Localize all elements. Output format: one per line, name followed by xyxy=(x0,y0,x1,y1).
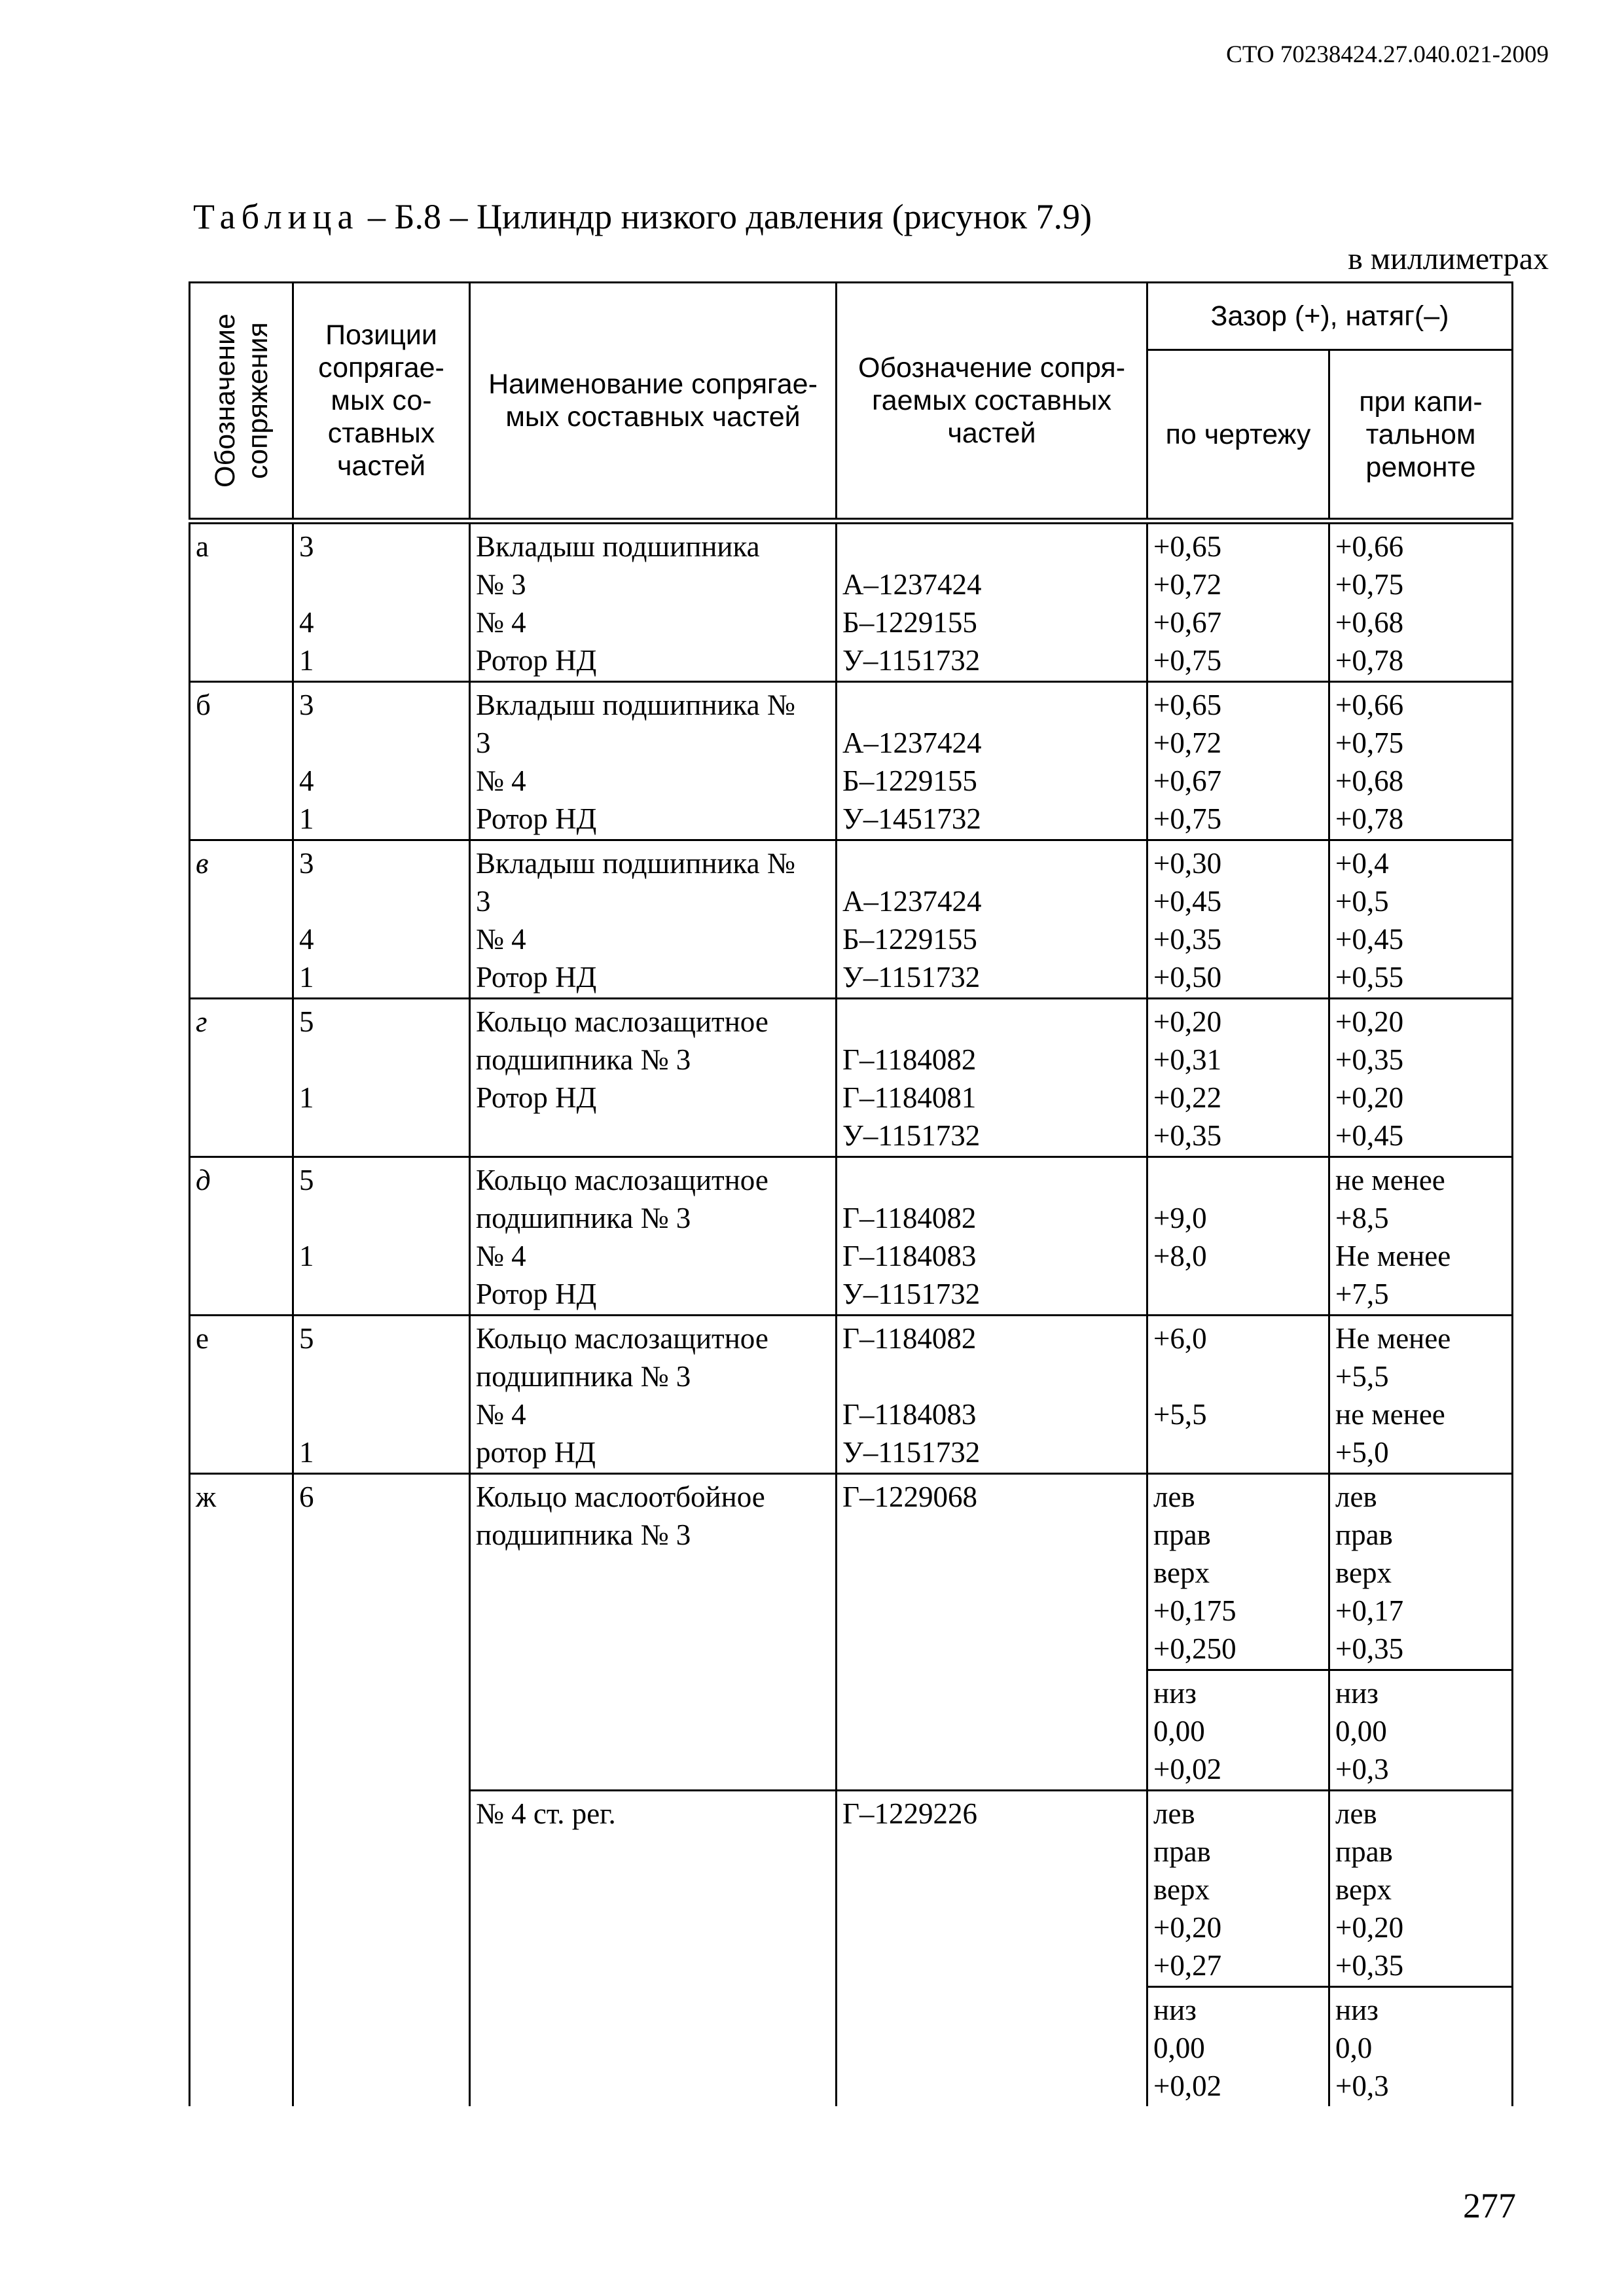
cell-at-overhaul-line: низ xyxy=(1335,1677,1379,1710)
cell-at-overhaul xyxy=(1329,999,1513,1157)
cell-at-overhaul-line: +0,20 xyxy=(1335,1005,1404,1038)
cell-designation-text: е xyxy=(196,1322,209,1355)
cell-at-overhaul-line: +0,5 xyxy=(1335,885,1389,918)
cell-positions-line: 1 xyxy=(299,802,314,835)
cell-by-drawing xyxy=(1147,682,1329,840)
cell-by-drawing-line: +0,45 xyxy=(1153,885,1222,918)
cell-positions xyxy=(293,840,470,999)
cell-at-overhaul-line: верх xyxy=(1335,1556,1392,1589)
cell-codes-line: Г–1184082 xyxy=(842,1043,977,1076)
cell-by-drawing xyxy=(1147,1474,1329,1670)
cell-by-drawing-line: +0,31 xyxy=(1153,1043,1222,1076)
cell-names xyxy=(470,521,837,682)
cell-positions-line xyxy=(299,1275,469,1313)
cell-by-drawing-line: +0,67 xyxy=(1153,606,1222,639)
cell-positions-line: 5 xyxy=(299,1164,314,1196)
cell-positions-line: 4 xyxy=(299,606,314,639)
cell-names-line: № 4 xyxy=(476,606,526,639)
cell-names-line: Кольцо маслозащитное xyxy=(476,1005,768,1038)
cell-names-line: подшипника № 3 xyxy=(476,1202,691,1234)
header-positions: Позиции сопрягае-мых со-ставных частей xyxy=(293,283,470,522)
cell-codes-text: Г–1229226 xyxy=(842,1797,978,1830)
cell-by-drawing xyxy=(1147,1791,1329,1987)
cell-at-overhaul-line: Не менее xyxy=(1335,1322,1451,1355)
table-row xyxy=(190,521,1513,682)
cell-at-overhaul-line: +0,78 xyxy=(1335,802,1404,835)
cell-by-drawing-line xyxy=(1153,1357,1328,1395)
cell-at-overhaul-line: +0,35 xyxy=(1335,1043,1404,1076)
cell-at-overhaul xyxy=(1329,1670,1513,1791)
cell-designation xyxy=(190,1474,293,2107)
cell-by-drawing xyxy=(1147,1670,1329,1791)
cell-names-line: Ротор НД xyxy=(476,1081,597,1114)
cell-by-drawing-line: 0,00 xyxy=(1153,2032,1205,2064)
cell-by-drawing-line: +0,65 xyxy=(1153,689,1222,721)
cell-by-drawing-line: +0,35 xyxy=(1153,1119,1222,1152)
cell-positions-line: 4 xyxy=(299,764,314,797)
cell-at-overhaul-line: прав xyxy=(1335,1518,1393,1551)
cell-at-overhaul-line: +0,66 xyxy=(1335,530,1404,563)
cell-names xyxy=(470,840,837,999)
cell-at-overhaul xyxy=(1329,521,1513,682)
cell-designation xyxy=(190,1316,293,1474)
cell-positions-line: 5 xyxy=(299,1322,314,1355)
cell-by-drawing-line: +0,20 xyxy=(1153,1005,1222,1038)
cell-codes-line: Г–1184082 xyxy=(842,1322,977,1355)
table-row xyxy=(190,682,1513,840)
cell-by-drawing-line: верх xyxy=(1153,1873,1210,1906)
cell-names-line: Ротор НД xyxy=(476,961,597,994)
cell-at-overhaul-line: +0,55 xyxy=(1335,961,1404,994)
cell-at-overhaul-line: верх xyxy=(1335,1873,1392,1906)
cell-codes-line xyxy=(842,1161,1146,1199)
cell-positions-line: 3 xyxy=(299,689,314,721)
cell-codes xyxy=(837,999,1147,1157)
cell-positions-line xyxy=(299,882,469,920)
cell-by-drawing-line: +8,0 xyxy=(1153,1240,1207,1272)
cell-names-line: 3 xyxy=(476,726,491,759)
cell-positions xyxy=(293,1474,470,2107)
cell-at-overhaul-line: не менее xyxy=(1335,1164,1445,1196)
cell-codes-line: Г–1184082 xyxy=(842,1202,977,1234)
cell-positions-line xyxy=(299,1395,469,1433)
cell-at-overhaul xyxy=(1329,682,1513,840)
cell-at-overhaul xyxy=(1329,1474,1513,1670)
cell-codes-line xyxy=(842,528,1146,565)
cell-codes-line: Б–1229155 xyxy=(842,764,977,797)
cell-codes xyxy=(837,1791,1147,2107)
cell-codes-line: У–1151732 xyxy=(842,1278,981,1310)
cell-names-line: Кольцо маслозащитное xyxy=(476,1322,768,1355)
clearance-table xyxy=(189,281,1513,2106)
cell-names xyxy=(470,1474,837,1791)
cell-at-overhaul-line: лев xyxy=(1335,1480,1377,1513)
cell-at-overhaul-line: Не менее xyxy=(1335,1240,1451,1272)
cell-designation xyxy=(190,521,293,682)
cell-positions-line xyxy=(299,565,469,603)
header-designation-text: Обозначение сопряжения xyxy=(209,314,274,488)
cell-by-drawing-line: +0,75 xyxy=(1153,802,1222,835)
cell-names-line: № 4 xyxy=(476,764,526,797)
cell-names xyxy=(470,1791,837,2107)
cell-codes xyxy=(837,1316,1147,1474)
cell-by-drawing-line: 0,00 xyxy=(1153,1715,1205,1748)
header-at-overhaul: при капи-тальном ремонте xyxy=(1329,350,1513,522)
cell-names-line: № 3 xyxy=(476,568,526,601)
cell-by-drawing-line: +0,02 xyxy=(1153,2070,1222,2102)
cell-designation-text: ж xyxy=(196,1480,217,1513)
cell-at-overhaul-line: не менее xyxy=(1335,1398,1445,1431)
cell-names-line: подшипника № 3 xyxy=(476,1360,691,1393)
cell-positions xyxy=(293,1157,470,1316)
cell-by-drawing-line: низ xyxy=(1153,1994,1197,2026)
cell-codes xyxy=(837,682,1147,840)
header-names: Наименование сопрягае-мых составных частей xyxy=(470,283,837,522)
cell-by-drawing-line: прав xyxy=(1153,1518,1211,1551)
cell-codes-line xyxy=(842,1357,1146,1395)
header-codes: Обозначение сопря-гаемых составных частей xyxy=(837,283,1147,522)
cell-at-overhaul-line: прав xyxy=(1335,1835,1393,1868)
cell-at-overhaul xyxy=(1329,1791,1513,1987)
cell-codes-line xyxy=(842,844,1146,882)
cell-positions xyxy=(293,999,470,1157)
cell-names-line: Ротор НД xyxy=(476,1278,597,1310)
cell-at-overhaul-line: +0,3 xyxy=(1335,2070,1389,2102)
cell-codes-line: Б–1229155 xyxy=(842,923,977,956)
cell-names-line: Вкладыш подшипника № xyxy=(476,847,795,880)
cell-names-line: Кольцо маслозащитное xyxy=(476,1164,768,1196)
cell-names-line: № 4 xyxy=(476,1240,526,1272)
cell-at-overhaul-line: +0,45 xyxy=(1335,1119,1404,1152)
cell-designation-text: б xyxy=(196,689,211,721)
cell-positions-line xyxy=(299,1199,469,1237)
cell-by-drawing-line: +0,02 xyxy=(1153,1753,1222,1785)
cell-positions-line: 4 xyxy=(299,923,314,956)
table-title xyxy=(193,196,1092,237)
cell-codes-line xyxy=(842,1003,1146,1041)
cell-at-overhaul-line: 0,0 xyxy=(1335,2032,1373,2064)
cell-codes-text: Г–1229068 xyxy=(842,1480,978,1513)
cell-by-drawing-line: низ xyxy=(1153,1677,1197,1710)
cell-by-drawing-line: прав xyxy=(1153,1835,1211,1868)
cell-codes-line: У–1451732 xyxy=(842,802,981,835)
cell-codes-line: Г–1184083 xyxy=(842,1398,977,1431)
units-note: в миллиметрах xyxy=(1348,242,1549,276)
cell-by-drawing-line xyxy=(1153,1275,1328,1313)
cell-by-drawing-line: +0,175 xyxy=(1153,1594,1236,1627)
cell-by-drawing xyxy=(1147,1316,1329,1474)
cell-by-drawing-line: +0,27 xyxy=(1153,1949,1222,1982)
cell-names-line xyxy=(476,1117,835,1155)
header-gap-group: Зазор (+), натяг(–) xyxy=(1147,283,1513,350)
cell-positions-line: 1 xyxy=(299,961,314,994)
cell-by-drawing-line xyxy=(1153,1433,1328,1471)
cell-at-overhaul-line: +0,3 xyxy=(1335,1753,1389,1785)
cell-positions-line xyxy=(299,724,469,762)
cell-positions-line: 3 xyxy=(299,530,314,563)
cell-positions-line xyxy=(299,1117,469,1155)
page-number: 277 xyxy=(1463,2186,1516,2225)
cell-at-overhaul-line: +0,20 xyxy=(1335,1911,1404,1944)
cell-at-overhaul-line: низ xyxy=(1335,1994,1379,2026)
cell-codes-line: А–1237424 xyxy=(842,568,982,601)
cell-names xyxy=(470,1316,837,1474)
cell-designation-text: а xyxy=(196,530,209,563)
cell-by-drawing-line: +0,22 xyxy=(1153,1081,1222,1114)
table-row xyxy=(190,1474,1513,1670)
table-row xyxy=(190,999,1513,1157)
cell-by-drawing-line: +9,0 xyxy=(1153,1202,1207,1234)
cell-codes-line: Б–1229155 xyxy=(842,606,977,639)
cell-codes xyxy=(837,1474,1147,1791)
table-body xyxy=(190,521,1513,2106)
table-row xyxy=(190,1157,1513,1316)
cell-at-overhaul-line: +0,78 xyxy=(1335,644,1404,677)
cell-at-overhaul-line: +0,35 xyxy=(1335,1632,1404,1665)
cell-names-line: 3 xyxy=(476,885,491,918)
cell-names-line: подшипника № 3 xyxy=(476,1043,691,1076)
cell-designation-text: г xyxy=(196,1005,208,1038)
cell-positions-line xyxy=(299,1041,469,1079)
cell-by-drawing-line: +0,72 xyxy=(1153,726,1222,759)
table-title-text: – Б.8 – Цилиндр низкого давления (рисунок 7.9) xyxy=(359,197,1092,236)
cell-at-overhaul-line: +0,17 xyxy=(1335,1594,1404,1627)
cell-positions-line: 1 xyxy=(299,1436,314,1469)
cell-at-overhaul-line: +0,4 xyxy=(1335,847,1389,880)
cell-by-drawing xyxy=(1147,840,1329,999)
table-row xyxy=(190,840,1513,999)
cell-by-drawing xyxy=(1147,999,1329,1157)
cell-names xyxy=(470,682,837,840)
cell-at-overhaul-line: +0,66 xyxy=(1335,689,1404,721)
cell-names-line: Вкладыш подшипника № xyxy=(476,689,795,721)
cell-positions-line: 3 xyxy=(299,847,314,880)
cell-by-drawing-line: +0,30 xyxy=(1153,847,1222,880)
cell-names-line: № 4 xyxy=(476,923,526,956)
cell-by-drawing xyxy=(1147,1987,1329,2107)
cell-by-drawing xyxy=(1147,1157,1329,1316)
cell-at-overhaul-line: +5,0 xyxy=(1335,1436,1389,1469)
cell-codes-line: У–1151732 xyxy=(842,1119,981,1152)
cell-at-overhaul xyxy=(1329,840,1513,999)
cell-positions-line xyxy=(299,1357,469,1395)
cell-at-overhaul-line: +7,5 xyxy=(1335,1278,1389,1310)
cell-codes xyxy=(837,840,1147,999)
cell-names-line: № 4 ст. рег. xyxy=(476,1797,616,1830)
cell-by-drawing-line: лев xyxy=(1153,1797,1195,1830)
cell-by-drawing-line: +0,50 xyxy=(1153,961,1222,994)
cell-at-overhaul-line: лев xyxy=(1335,1797,1377,1830)
cell-codes-line: Г–1184081 xyxy=(842,1081,977,1114)
cell-names xyxy=(470,999,837,1157)
cell-at-overhaul-line: +0,20 xyxy=(1335,1081,1404,1114)
cell-codes-line: У–1151732 xyxy=(842,644,981,677)
cell-names-line: Ротор НД xyxy=(476,644,597,677)
cell-positions-line: 1 xyxy=(299,1081,314,1114)
cell-by-drawing-line: +0,35 xyxy=(1153,923,1222,956)
cell-positions xyxy=(293,521,470,682)
cell-names xyxy=(470,1157,837,1316)
cell-names-line: Вкладыш подшипника xyxy=(476,530,760,563)
cell-positions xyxy=(293,682,470,840)
cell-positions-line: 1 xyxy=(299,1240,314,1272)
cell-positions-line: 5 xyxy=(299,1005,314,1038)
cell-codes-line: У–1151732 xyxy=(842,961,981,994)
cell-at-overhaul-line: +0,45 xyxy=(1335,923,1404,956)
cell-by-drawing-line: +0,72 xyxy=(1153,568,1222,601)
cell-by-drawing-line: +0,67 xyxy=(1153,764,1222,797)
cell-by-drawing xyxy=(1147,521,1329,682)
cell-at-overhaul xyxy=(1329,1987,1513,2107)
cell-by-drawing-line: +0,75 xyxy=(1153,644,1222,677)
cell-names-line: Кольцо маслоотбойное xyxy=(476,1480,765,1513)
header-designation xyxy=(190,283,293,522)
cell-designation-text: в xyxy=(196,847,209,880)
cell-codes xyxy=(837,521,1147,682)
document-code: СТО 70238424.27.040.021-2009 xyxy=(1226,41,1549,68)
cell-by-drawing-line: +6,0 xyxy=(1153,1322,1207,1355)
cell-names-line: подшипника № 3 xyxy=(476,1518,691,1551)
cell-at-overhaul-line: +0,75 xyxy=(1335,568,1404,601)
cell-at-overhaul-line: +5,5 xyxy=(1335,1360,1389,1393)
cell-codes-line: У–1151732 xyxy=(842,1436,981,1469)
cell-at-overhaul xyxy=(1329,1157,1513,1316)
cell-at-overhaul-line: +8,5 xyxy=(1335,1202,1389,1234)
cell-by-drawing-line: верх xyxy=(1153,1556,1210,1589)
cell-at-overhaul-line: 0,00 xyxy=(1335,1715,1387,1748)
cell-codes-line: А–1237424 xyxy=(842,726,982,759)
cell-designation xyxy=(190,1157,293,1316)
cell-at-overhaul-line: +0,75 xyxy=(1335,726,1404,759)
cell-by-drawing-line: +0,20 xyxy=(1153,1911,1222,1944)
cell-by-drawing-line: +0,250 xyxy=(1153,1632,1236,1665)
cell-by-drawing-line: +5,5 xyxy=(1153,1398,1207,1431)
table-row xyxy=(190,1316,1513,1474)
cell-designation-text: д xyxy=(196,1164,211,1196)
cell-positions xyxy=(293,1316,470,1474)
cell-codes xyxy=(837,1157,1147,1316)
cell-names-line: ротор НД xyxy=(476,1436,596,1469)
cell-codes-line xyxy=(842,686,1146,724)
cell-codes-line: Г–1184083 xyxy=(842,1240,977,1272)
cell-at-overhaul-line: +0,68 xyxy=(1335,764,1404,797)
cell-by-drawing-line xyxy=(1153,1161,1328,1199)
cell-at-overhaul-line: +0,68 xyxy=(1335,606,1404,639)
cell-positions-line: 1 xyxy=(299,644,314,677)
cell-codes-line: А–1237424 xyxy=(842,885,982,918)
cell-designation xyxy=(190,840,293,999)
table-title-prefix: Таблица xyxy=(193,197,359,236)
cell-at-overhaul xyxy=(1329,1316,1513,1474)
header-by-drawing: по чертежу xyxy=(1147,350,1329,522)
cell-names-line: № 4 xyxy=(476,1398,526,1431)
cell-names-line: Ротор НД xyxy=(476,802,597,835)
cell-by-drawing-line: +0,65 xyxy=(1153,530,1222,563)
cell-at-overhaul-line: +0,35 xyxy=(1335,1949,1404,1982)
cell-positions-text: 6 xyxy=(299,1480,314,1513)
cell-designation xyxy=(190,999,293,1157)
cell-by-drawing-line: лев xyxy=(1153,1480,1195,1513)
cell-designation xyxy=(190,682,293,840)
